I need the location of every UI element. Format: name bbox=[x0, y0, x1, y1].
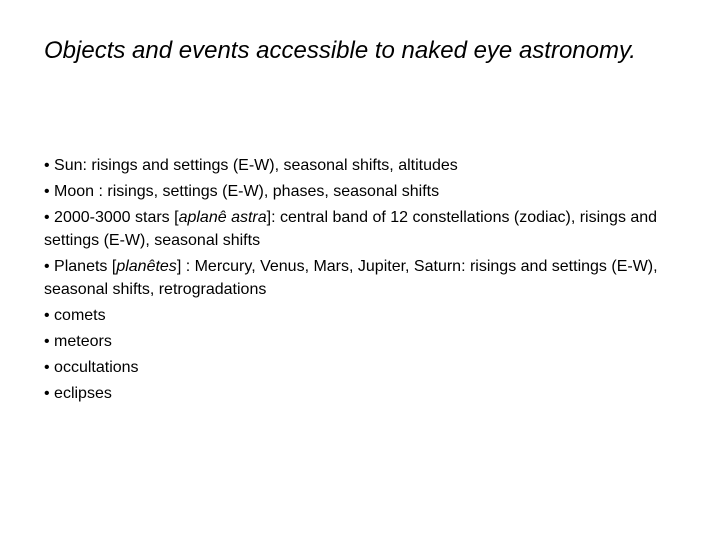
bullet-text: • Moon : risings, settings (E-W), phases, seasonal shifts bbox=[44, 183, 440, 200]
bullet-item-occultations bbox=[44, 356, 684, 379]
bullet-text: • 2000-3000 stars [ bbox=[44, 209, 179, 226]
bullet-emphasis: aplanê astra bbox=[178, 209, 267, 226]
bullet-text: • Planets [ bbox=[44, 258, 117, 275]
bullet-text: • occultations bbox=[44, 359, 139, 376]
bullet-text-after: ]: central band of 12 constellations (zodiac), risings and settings (E-W), seasonal shifts bbox=[44, 209, 658, 249]
bullet-item-meteors bbox=[44, 330, 684, 353]
bullet-text: • comets bbox=[44, 307, 106, 324]
bullet-item-sun bbox=[44, 154, 684, 177]
bullet-text: • eclipses bbox=[44, 385, 112, 402]
bullet-item-stars bbox=[44, 206, 684, 252]
bullet-item-planets bbox=[44, 255, 684, 301]
slide-title: Objects and events accessible to naked eye astronomy. bbox=[44, 37, 636, 64]
bullet-text-after: ] : Mercury, Venus, Mars, Jupiter, Saturn: risings and settings (E-W), seasonal shifts, retrogradations bbox=[44, 258, 658, 298]
bullet-item-moon bbox=[44, 180, 684, 203]
bullet-item-eclipses bbox=[44, 382, 684, 405]
bullet-emphasis: planêtes bbox=[116, 258, 177, 275]
bullet-list bbox=[44, 154, 684, 408]
bullet-item-comets bbox=[44, 304, 684, 327]
bullet-text: • Sun: risings and settings (E-W), seasonal shifts, altitudes bbox=[44, 157, 458, 174]
bullet-text: • meteors bbox=[44, 333, 112, 350]
